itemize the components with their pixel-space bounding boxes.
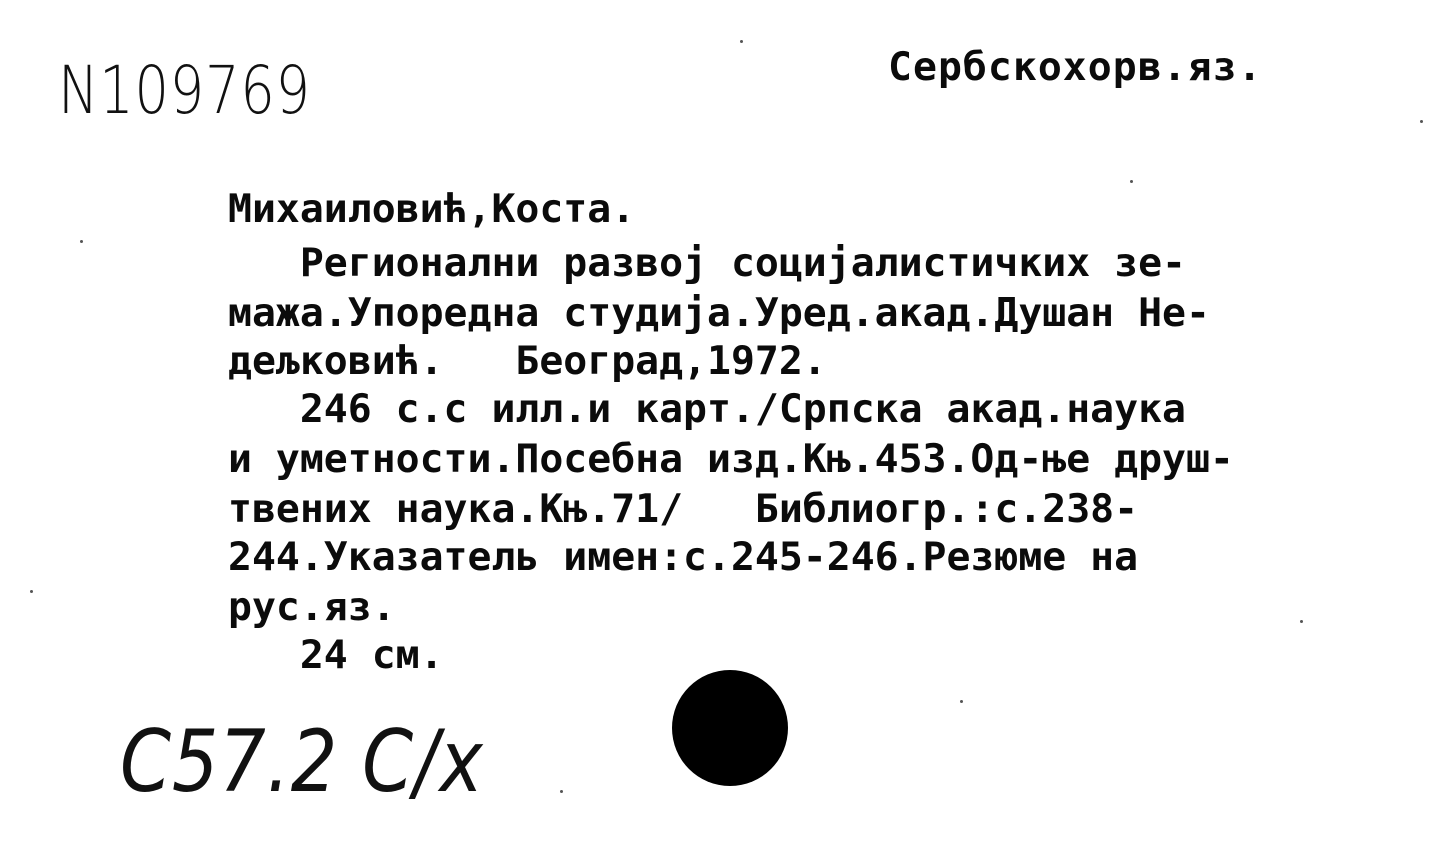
scan-speck [740, 40, 743, 43]
author-heading: Михаиловић,Коста. [228, 187, 636, 232]
description-line: и уметности.Посебна изд.Књ.453.Од-ње друш- [228, 437, 1234, 482]
scan-speck [1420, 120, 1423, 123]
scan-speck [560, 790, 563, 793]
description-line: твених наука.Књ.71/ Библиогр.:с.238- [228, 487, 1139, 532]
description-line: 246 с.с илл.и карт./Српска акад.наука [228, 387, 1186, 432]
scan-speck [80, 240, 83, 243]
description-line: 244.Указатель имен:с.245-246.Резюме на [228, 535, 1139, 580]
description-line: 24 см. [228, 633, 444, 678]
scan-speck [1130, 180, 1133, 183]
scan-speck [960, 700, 963, 703]
description-line: Регионални развоj социjалистичких зе- [228, 241, 1186, 286]
shelf-mark: С57.2 С/х [120, 712, 484, 812]
punch-hole [672, 670, 788, 786]
description-line: рус.яз. [228, 585, 396, 630]
description-line: дељковић. Београд,1972. [228, 339, 827, 384]
description-line: мажа.Упоредна студиjа.Уред.акад.Душан Не- [228, 291, 1210, 336]
scan-speck [30, 590, 33, 593]
inventory-number: N109769 [58, 52, 311, 129]
scan-speck [1300, 620, 1303, 623]
subject-heading: Сербскохорв.яз. [888, 45, 1263, 90]
